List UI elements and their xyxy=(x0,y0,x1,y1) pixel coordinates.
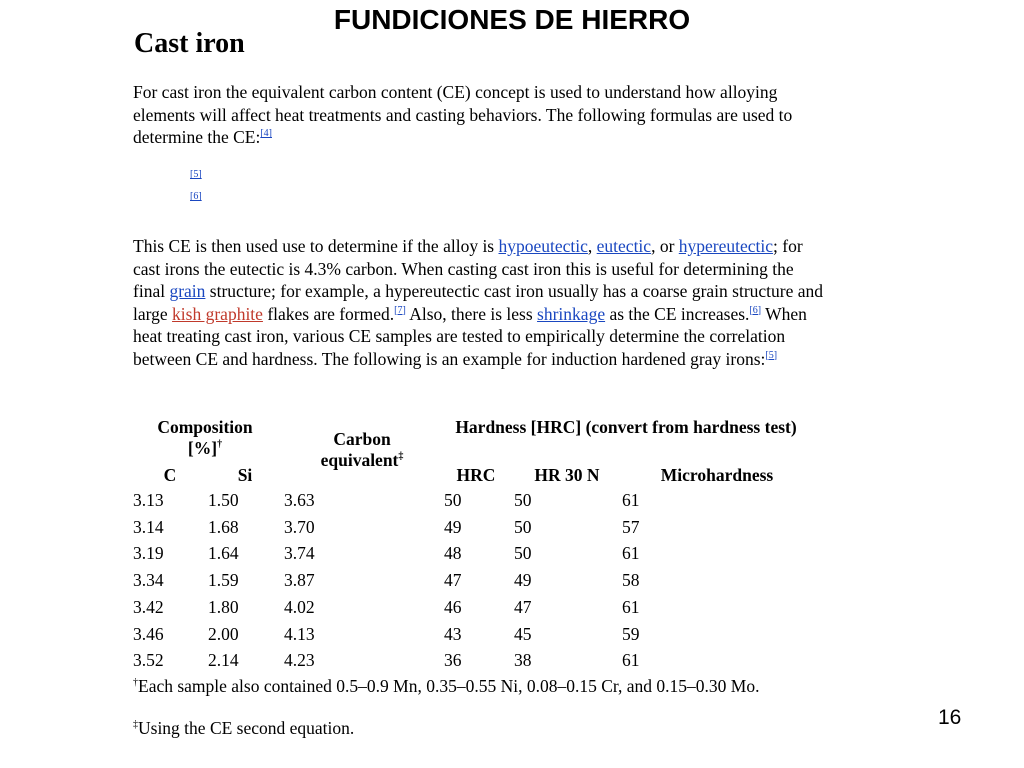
footnote-double-dagger xyxy=(133,718,823,739)
page-number: 16 xyxy=(938,706,962,729)
text-span: This CE is then used use to determine if the alloy is xyxy=(133,236,499,256)
table-cell: 50 xyxy=(514,543,532,564)
table-cell: 47 xyxy=(514,596,532,617)
table-cell: 36 xyxy=(444,650,462,671)
table-cell: 4.02 xyxy=(284,596,315,617)
ref-link-7[interactable]: [7] xyxy=(394,304,406,316)
table-cell: 3.19 xyxy=(133,543,164,564)
table-cell: 61 xyxy=(622,543,640,564)
table-cell: 61 xyxy=(622,596,640,617)
ref-link-4[interactable]: [4] xyxy=(260,128,272,140)
text-span: as the CE increases. xyxy=(605,303,750,324)
table-cell: 38 xyxy=(514,650,532,671)
text-span: ; for cast irons the eutectic is 4.3% carbon. When casting cast iron this is useful for determining the final xyxy=(133,236,803,301)
table-cell: 3.63 xyxy=(284,490,315,510)
table-cell: 47 xyxy=(444,570,462,591)
double-dagger-mark: ‡ xyxy=(133,719,138,731)
col-header-hr30n: HR 30 N xyxy=(534,465,600,485)
table-cell: 1.50 xyxy=(208,490,239,510)
table-cell: 59 xyxy=(622,623,640,644)
ref-link-5[interactable]: [5] xyxy=(765,349,778,361)
table-cell: 3.34 xyxy=(133,570,164,591)
col-header-microhardness: Microhardness xyxy=(660,465,774,485)
table-cell: 1.80 xyxy=(208,596,239,617)
ref-link-6-formula[interactable]: [6] xyxy=(190,191,202,202)
text-span: When heat treating cast iron, various CE samples are tested to empirically determine the correlation between CE and hardness. The following is an example for induction hardened gray irons: xyxy=(133,303,807,369)
table-cell: 3.46 xyxy=(133,623,164,644)
dagger-mark: † xyxy=(133,677,138,689)
col-header-si: Si xyxy=(237,465,253,485)
text-span: Also, there is less xyxy=(405,303,538,324)
table-cell: 48 xyxy=(444,543,462,564)
table-cell: 1.68 xyxy=(208,516,239,537)
table-cell: 1.64 xyxy=(208,543,239,564)
table-cell: 4.23 xyxy=(284,650,315,671)
header-composition xyxy=(145,417,265,459)
table-cell: 50 xyxy=(514,516,532,537)
table-cell: 57 xyxy=(622,516,640,537)
section-heading: Cast iron xyxy=(134,28,245,59)
ce-paragraph xyxy=(133,235,823,370)
col-header-hrc: HRC xyxy=(456,465,496,485)
table-cell: 45 xyxy=(514,623,532,644)
text-span: , xyxy=(587,236,597,256)
table-cell: 3.14 xyxy=(133,516,164,537)
table-cell: 3.70 xyxy=(284,516,315,537)
table-cell: 4.13 xyxy=(284,623,315,644)
link-shrinkage[interactable]: shrinkage xyxy=(537,303,606,324)
link-hypoeutectic[interactable]: hypoeutectic xyxy=(498,236,588,256)
table-cell: 61 xyxy=(622,490,640,510)
table-cell: 3.52 xyxy=(133,650,164,671)
header-carbon-label: Carbon equivalent xyxy=(320,429,399,470)
header-composition-label: Composition [%] xyxy=(157,417,253,458)
ref-link-6[interactable]: [6] xyxy=(749,304,762,316)
text-span: flakes are formed. xyxy=(262,303,395,324)
table-cell: 50 xyxy=(514,490,532,510)
table-cell: 49 xyxy=(514,570,532,591)
table-cell: 49 xyxy=(444,516,462,537)
link-hypereutectic[interactable]: hypereutectic xyxy=(678,236,774,256)
table-cell: 61 xyxy=(622,650,640,671)
table-cell: 50 xyxy=(444,490,462,510)
table-cell: 1.59 xyxy=(208,570,239,591)
footnote-text: Using the CE second equation. xyxy=(138,718,355,738)
text-span: structure; for example, a hypereutectic cast iron usually has a coarse grain structure and large xyxy=(133,281,824,324)
link-grain[interactable]: grain xyxy=(169,281,206,301)
col-header-c: C xyxy=(163,465,177,485)
table-cell: 3.42 xyxy=(133,596,164,617)
table-cell: 2.14 xyxy=(208,650,239,671)
link-kish-graphite[interactable]: kish graphite xyxy=(172,303,263,324)
dagger-mark: † xyxy=(217,439,223,451)
intro-text: For cast iron the equivalent carbon content (CE) concept is used to understand how alloying elements will affect heat treatments and casting behaviors. The following formulas are used to determine the CE: xyxy=(133,82,793,147)
table-cell: 3.13 xyxy=(133,490,164,510)
table-cell: 46 xyxy=(444,596,462,617)
header-hardness: Hardness [HRC] (convert from hardness test) xyxy=(455,417,797,437)
formula-ref-6 xyxy=(190,191,202,202)
table-cell: 2.00 xyxy=(208,623,239,644)
ref-link-5-formula[interactable]: [5] xyxy=(190,169,202,180)
table-cell: 3.87 xyxy=(284,570,315,591)
table-cell: 3.74 xyxy=(284,543,315,564)
table-cell: 43 xyxy=(444,623,462,644)
double-dagger-mark: ‡ xyxy=(398,451,404,463)
table-cell: 58 xyxy=(622,570,640,591)
slide-title: FUNDICIONES DE HIERRO xyxy=(333,4,691,35)
text-span: , or xyxy=(651,236,679,256)
footnote-text: Each sample also contained 0.5–0.9 Mn, 0.35–0.55 Ni, 0.08–0.15 Cr, and 0.15–0.30 Mo. xyxy=(138,676,760,696)
intro-paragraph xyxy=(133,81,823,149)
header-carbon-equivalent xyxy=(302,429,422,471)
formula-ref-5 xyxy=(190,169,202,180)
footnote-dagger xyxy=(133,676,823,697)
link-eutectic[interactable]: eutectic xyxy=(596,236,652,256)
